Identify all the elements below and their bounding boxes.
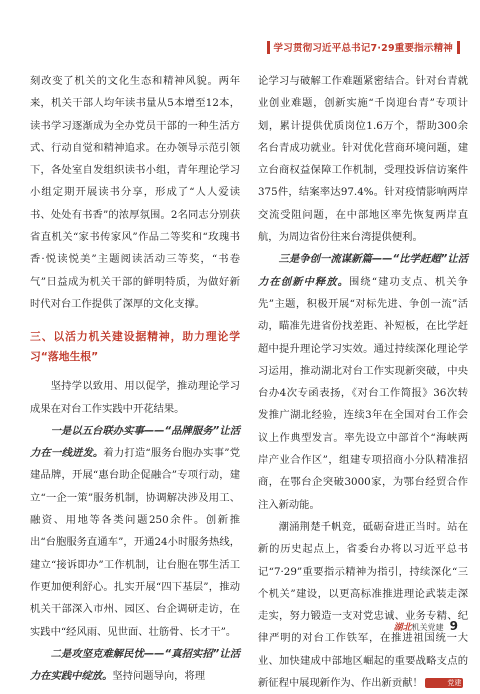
publication-title: 机关党建 xyxy=(411,622,444,632)
right-paragraph-3-body: 潮涌荆楚千帆竞，砥砺奋进正当时。站在新的历史起点上，省委台办将以习近平总书记“7·29”重要指示精神为指引，持续深化“三个机关”建设，以更高标准推进理论武装走深走实，努力锻造一支对党忠诚、业务专精、纪律严明的对台工作铁军，在推进祖国统一大业、加快建成中部地区崛起的重要战略支点的新征程中展现新作为、作出新贡献！ xyxy=(258,520,468,690)
left-paragraph-3-body: 着力打造“服务台胞办实事”党建品牌，开展“惠台助企促融合”专项行动，建立“一企一策”服务机制，协调解决涉及用工、融资、用地等各类问题250余件。创新推出“台胞服务直通车”，开通24小时服务热线，建立“接诉即办”工作机制，让台胞在鄂生活工作更加便利舒心。扎实开展“四下基层”，推动机关干部深入市州、园区、台企调研走访，在实践中“经风雨、见世面、壮筋骨、长才干”。 xyxy=(30,447,241,638)
left-paragraph-3 xyxy=(30,420,240,643)
right-paragraph-2 xyxy=(258,248,468,516)
section-title: 三、以活力机关建设据精神，助力理论学习“落地生根” xyxy=(30,330,240,364)
right-paragraph-2-body: 围绕“建功支点、机关争先”主题，积极开展“对标先进、争创一流”活动，瞄准先进省份找差距、补短板，在比学赶超中提升理论学习实效。通过持续深化理论学习运用，推动湖北对台工作实现新突破，中央台办4次专函表扬，《对台工作简报》36次转发推广湖北经验，连续3年在全国对台工作会议上作典型发言。率先设立中部首个“海峡两岸产业合作区”，组建专项招商小分队精准招商，在鄂台企突破3000家，为鄂台经贸合作注入新动能。 xyxy=(258,275,469,511)
left-paragraph-1: 刻改变了机关的文化生态和精神风貌。两年来，机关干部人均年读书量从5本增至12本，读书学习逐渐成为全办党员干部的一种生活方式、行动自觉和精神追求。在办领导示范引领下，各处室自发组织读书小组，青年理论学习小组定期开展读书分享，形成了“人人爱读书、处处有书香”的浓厚氛围。2名同志分别获省直机关“家书传家风”作品二等奖和“玫瑰书香·悦读悦美”主题阅读活动三等奖，“书卷气”日益成为机关干部的鲜明特质，为做好新时代对台工作提供了深厚的文化支撑。 xyxy=(30,75,240,310)
right-column xyxy=(258,70,468,694)
header-bar-right xyxy=(457,41,460,54)
page-number: 9 xyxy=(449,619,458,633)
publication-name xyxy=(394,620,444,633)
end-mark-badge: 党建 xyxy=(425,678,464,688)
left-paragraph-4-body: 坚持问题导向，将理 xyxy=(112,670,206,683)
publication-brand: 湖北 xyxy=(393,622,412,633)
subheading-1: 一是以五台联办实事——“品牌服务”让活力在一线迸发。 xyxy=(30,424,240,460)
right-paragraph-1: 论学习与破解工作难题紧密结合。针对台青就业创业难题，创新实施“千岗迎台青”专项计划，累计提供优质岗位1.6万个，帮助300余名台青成功就业。针对优化营商环境问题，建立台商权益保障工作机制，受理投诉信访案件375件，结案率达97.4%。针对疫情影响两岸交流受阻问题，在中部地区率先恢复两岸直航，为周边省份往来台湾提供便利。 xyxy=(258,75,468,244)
right-paragraph-3 xyxy=(258,516,468,694)
page-footer xyxy=(394,618,458,634)
left-column xyxy=(30,70,240,687)
subheading-2: 二是攻坚克难解民忧——“真招实招”让活力在实践中绽放。 xyxy=(30,647,240,683)
header-title: 学习贯彻习近平总书记7·29重要指示精神 xyxy=(273,43,453,54)
left-paragraph-4 xyxy=(30,643,240,688)
subheading-3: 三是争创一流谋新篇——“比学赶超”让活力在创新中释放。 xyxy=(258,253,468,288)
running-header xyxy=(243,38,460,56)
left-paragraph-2: 坚持学以致用、用以促学，推动理论学习成果在对台工作实践中开花结果。 xyxy=(30,380,240,415)
